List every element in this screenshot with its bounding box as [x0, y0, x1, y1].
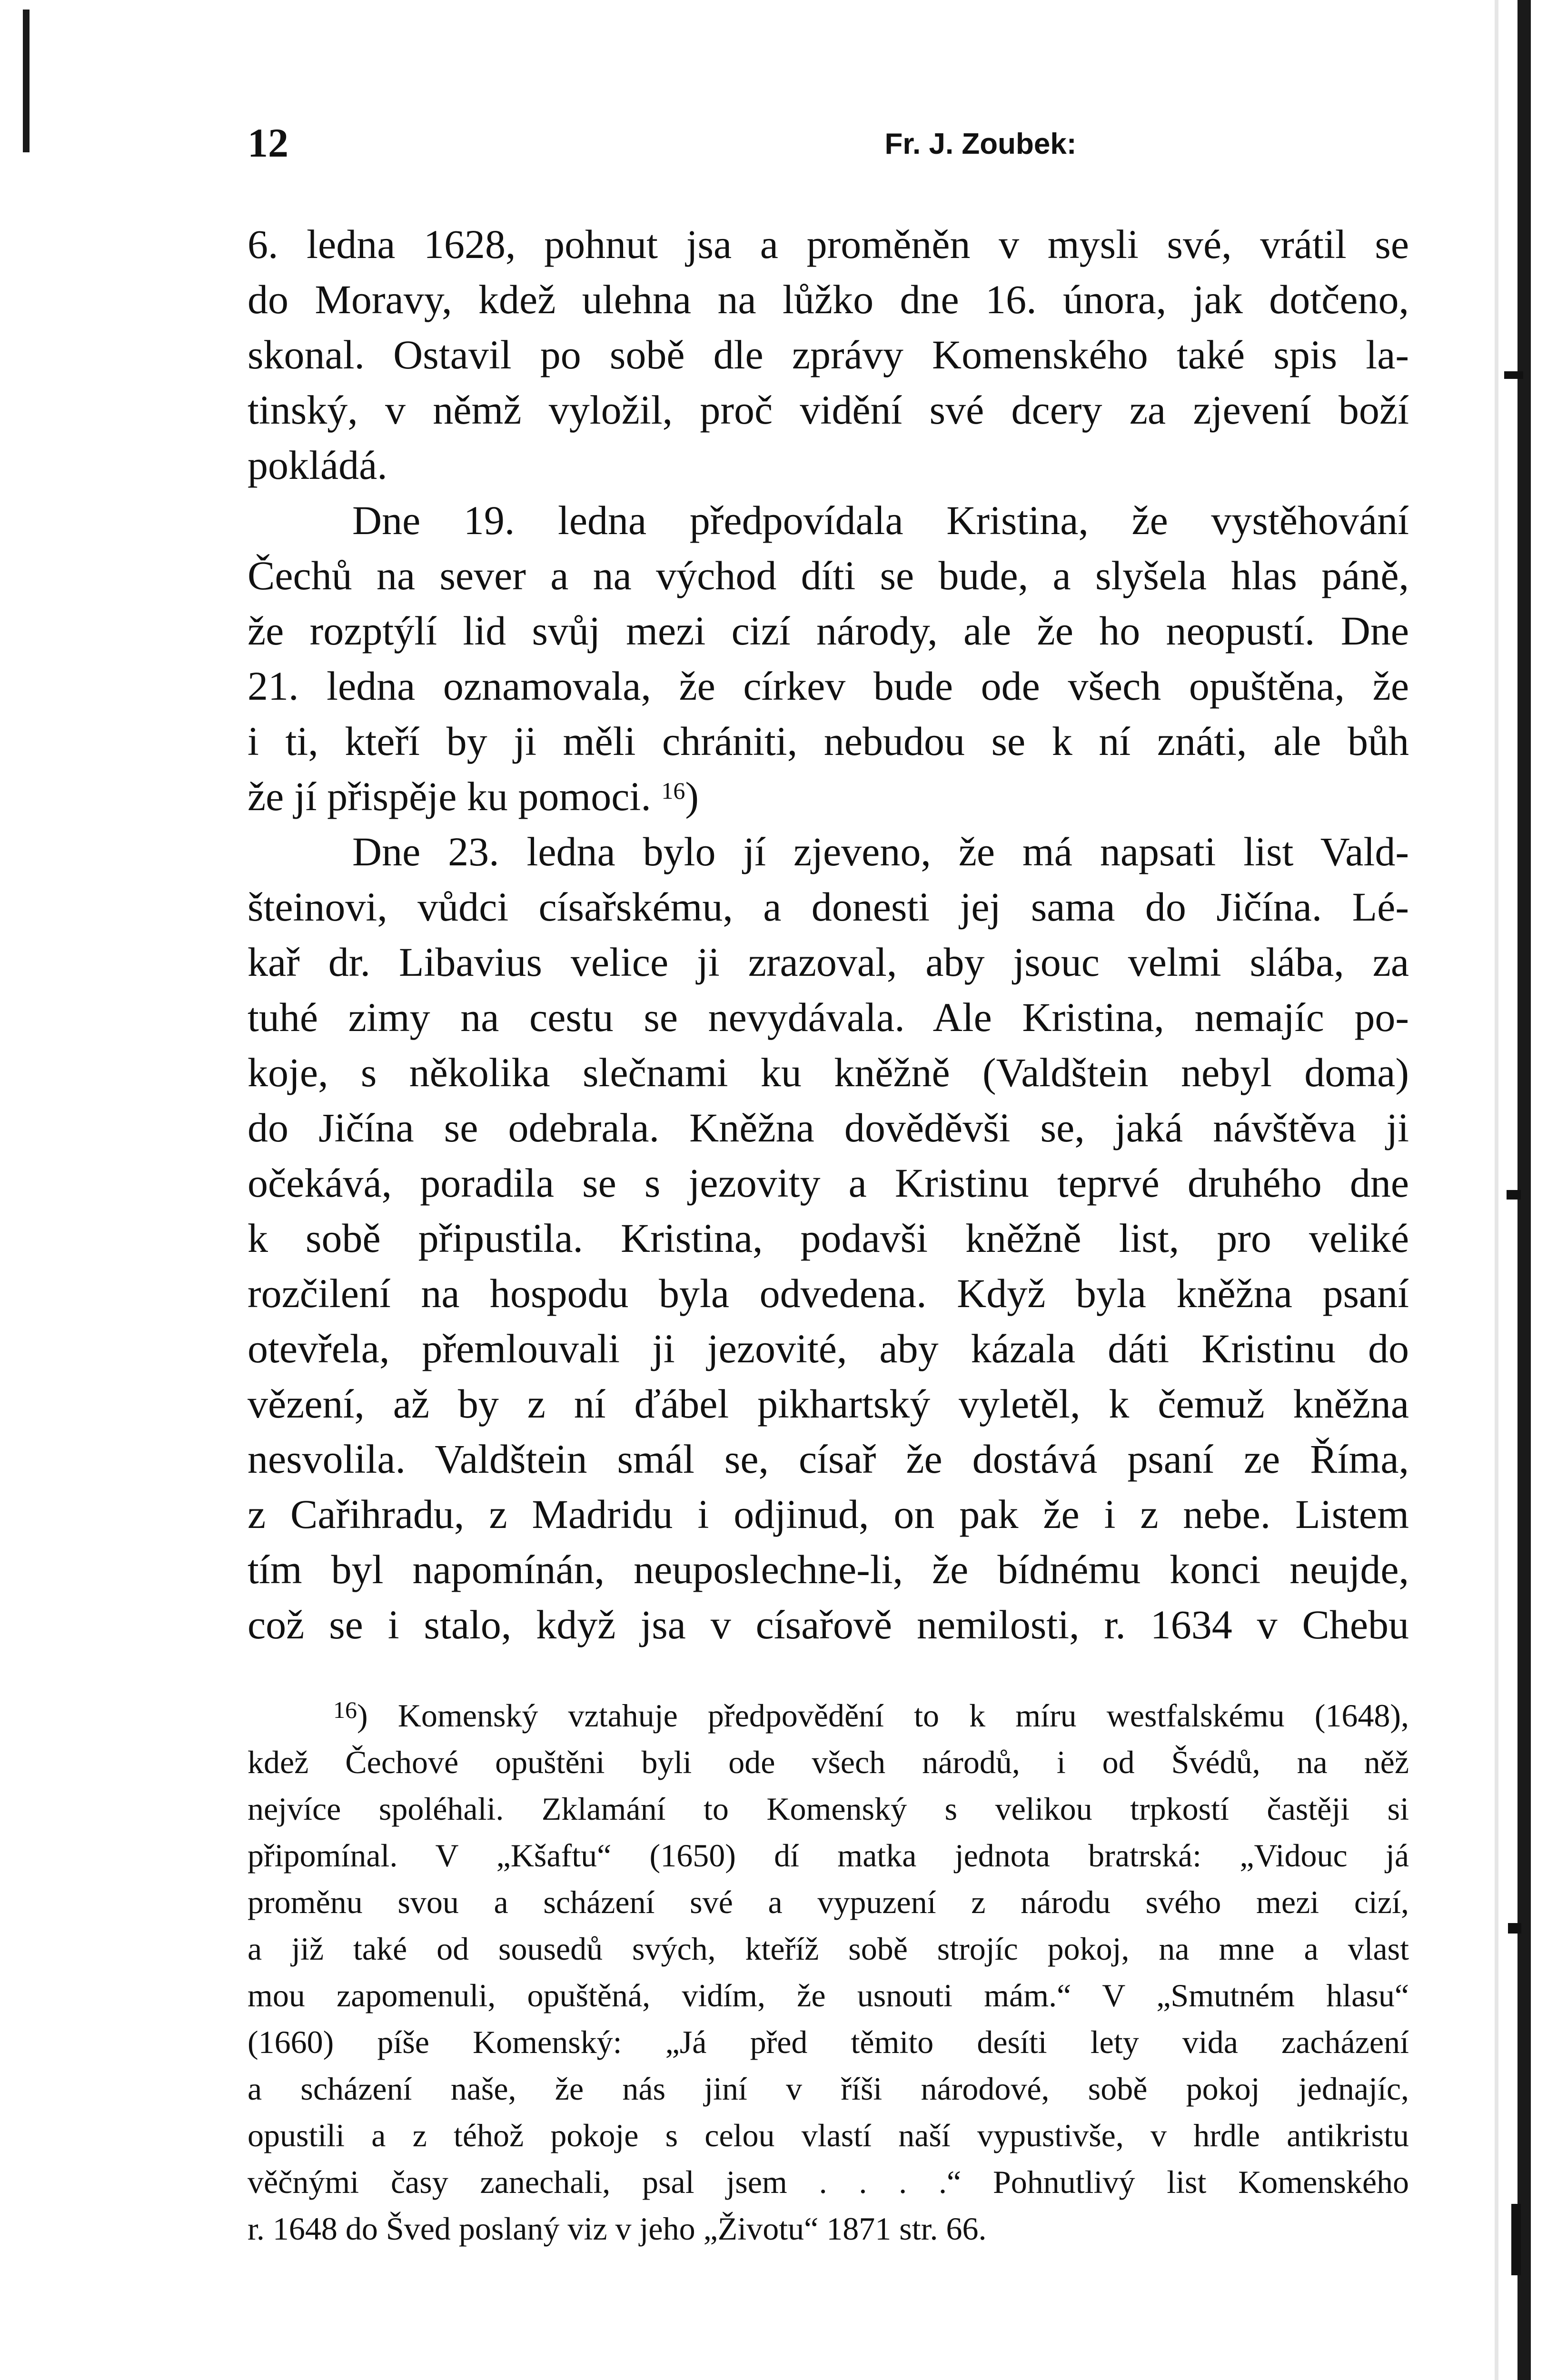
text-line: tinský, v němž vyložil, proč vidění své dcery za zjevení boží	[248, 387, 1409, 433]
footnote-line: a již také od sousedů svých, kteříž sobě strojíc pokoj, na mne a vlast	[248, 1931, 1409, 1967]
text-line: což se i stalo, když jsa v císařově nemilosti, r. 1634 v Chebu	[248, 1602, 1409, 1647]
footnote-line: kdež Čechové opuštěni byli ode všech národů, i od Švédů, na něž	[248, 1744, 1409, 1780]
scan-mark	[1504, 371, 1523, 379]
running-head: Fr. J. Zoubek:	[884, 128, 1077, 160]
text-line: tím byl napomínán, neuposlechne-li, že bídnému konci neujde,	[248, 1547, 1409, 1592]
footnote-line: a scházení naše, že nás jiní v říši národové, sobě pokoj jednajíc,	[248, 2071, 1409, 2107]
text-line: pokládá.	[248, 442, 387, 488]
text-line: otevřela, přemlouvali ji jezovité, aby kázala dáti Kristinu do	[248, 1326, 1409, 1371]
text-line: očekává, poradila se s jezovity a Kristinu teprvé druhého dne	[248, 1160, 1409, 1206]
text-line: rozčilení na hospodu byla odvedena. Když byla kněžna psaní	[248, 1270, 1409, 1316]
text-line: i ti, kteří by ji měli chrániti, nebudou se k ní znáti, ale bůh	[248, 718, 1409, 764]
page-number: 12	[248, 120, 288, 166]
text-line: 21. ledna oznamovala, že církev bude ode všech opuštěna, že	[248, 663, 1409, 709]
text-line: Dne 19. ledna předpovídala Kristina, že vystěhování	[352, 497, 1409, 543]
scan-mark	[1511, 2204, 1521, 2275]
footnote-line: věčnými časy zanechali, psal jsem . . . .“ Pohnutlivý list Komenského	[248, 2164, 1409, 2200]
footnote-text: Komenský vztahuje předpovědění to k míru westfalskému (1648),	[397, 1697, 1409, 1734]
footnote-marker: 16	[333, 1696, 357, 1724]
text-line: koje, s několika slečnami ku kněžně (Valdštein nebyl doma)	[248, 1050, 1409, 1095]
scan-edge-left	[23, 10, 30, 152]
footnote-line: nejvíce spoléhali. Zklamání to Komenský s velikou trpkostí častěji si	[248, 1791, 1409, 1827]
text-line: že jí přispěje ku pomoci.	[248, 774, 651, 819]
text-line: 6. ledna 1628, pohnut jsa a proměněn v mysli své, vrátil se	[248, 221, 1409, 267]
text-line: Dne 23. ledna bylo jí zjeveno, že má napsati list Vald-	[352, 829, 1409, 874]
text-line: vězení, až by z ní ďábel pikhartský vyletěl, k čemuž kněžna	[248, 1381, 1409, 1427]
footnote-line: (1660) píše Komenský: „Já před těmito desíti lety vida zacházení	[248, 2024, 1409, 2060]
main-text	[248, 217, 1409, 1652]
text-line: Čechů na sever a na východ díti se bude, a slyšela hlas páně,	[248, 553, 1409, 598]
footnote-line: r. 1648 do Šved poslaný viz v jeho „Životu“ 1871 str. 66.	[248, 2211, 987, 2247]
scan-mark	[1507, 1190, 1521, 1200]
text-line: tuhé zimy na cestu se nevydávala. Ale Kristina, nemajíc po-	[248, 994, 1409, 1040]
footnote-line: opustili a z téhož pokoje s celou vlastí naší vypustivše, v hrdle antikristu	[248, 2117, 1409, 2153]
footnotes	[248, 1692, 1409, 2252]
footnote-reference: 16	[661, 777, 685, 804]
text-line: skonal. Ostavil po sobě dle zprávy Komenského také spis la-	[248, 332, 1409, 377]
text-line: k sobě připustila. Kristina, podavši kněžně list, pro veliké	[248, 1215, 1409, 1261]
text-line: nesvolila. Valdštein smál se, císař že dostává psaní ze Říma,	[248, 1436, 1409, 1482]
scan-edge-shadow	[1495, 0, 1498, 2380]
text-line-with-footnote-ref: že jí přispěje ku pomoci. $^{16}$)	[248, 774, 699, 819]
page-header	[248, 114, 1409, 171]
text-line: šteinovi, vůdci císařskému, a donesti jej sama do Jičína. Lé-	[248, 884, 1409, 930]
footnote-line-with-marker: $^{16}$) Komenský vztahuje předpovědění to k míru westfalskému (1648),	[333, 1696, 1409, 1734]
text-line: že rozptýlí lid svůj mezi cizí národy, ale že ho neopustí. Dne	[248, 608, 1409, 654]
footnote-line: proměnu svou a scházení své a vypuzení z národu svého mezi cizí,	[248, 1884, 1409, 1920]
footnote-line: mou zapomenuli, opuštěná, vidím, že usnouti mám.“ V „Smutném hlasu“	[248, 1977, 1409, 2013]
footnote-line: připomínal. V „Kšaftu“ (1650) dí matka jednota bratrská: „Vidouc já	[248, 1837, 1409, 1874]
text-line: do Moravy, kdež ulehna na lůžko dne 16. února, jak dotčeno,	[248, 277, 1409, 322]
text-line: kař dr. Libavius velice ji zrazoval, aby jsouc velmi slába, za	[248, 939, 1409, 985]
scan-mark	[1508, 1923, 1521, 1934]
text-line: do Jičína se odebrala. Kněžna dověděvši se, jaká návštěva ji	[248, 1105, 1409, 1150]
text-line: z Cařihradu, z Madridu i odjinud, on pak že i z nebe. Listem	[248, 1491, 1409, 1537]
